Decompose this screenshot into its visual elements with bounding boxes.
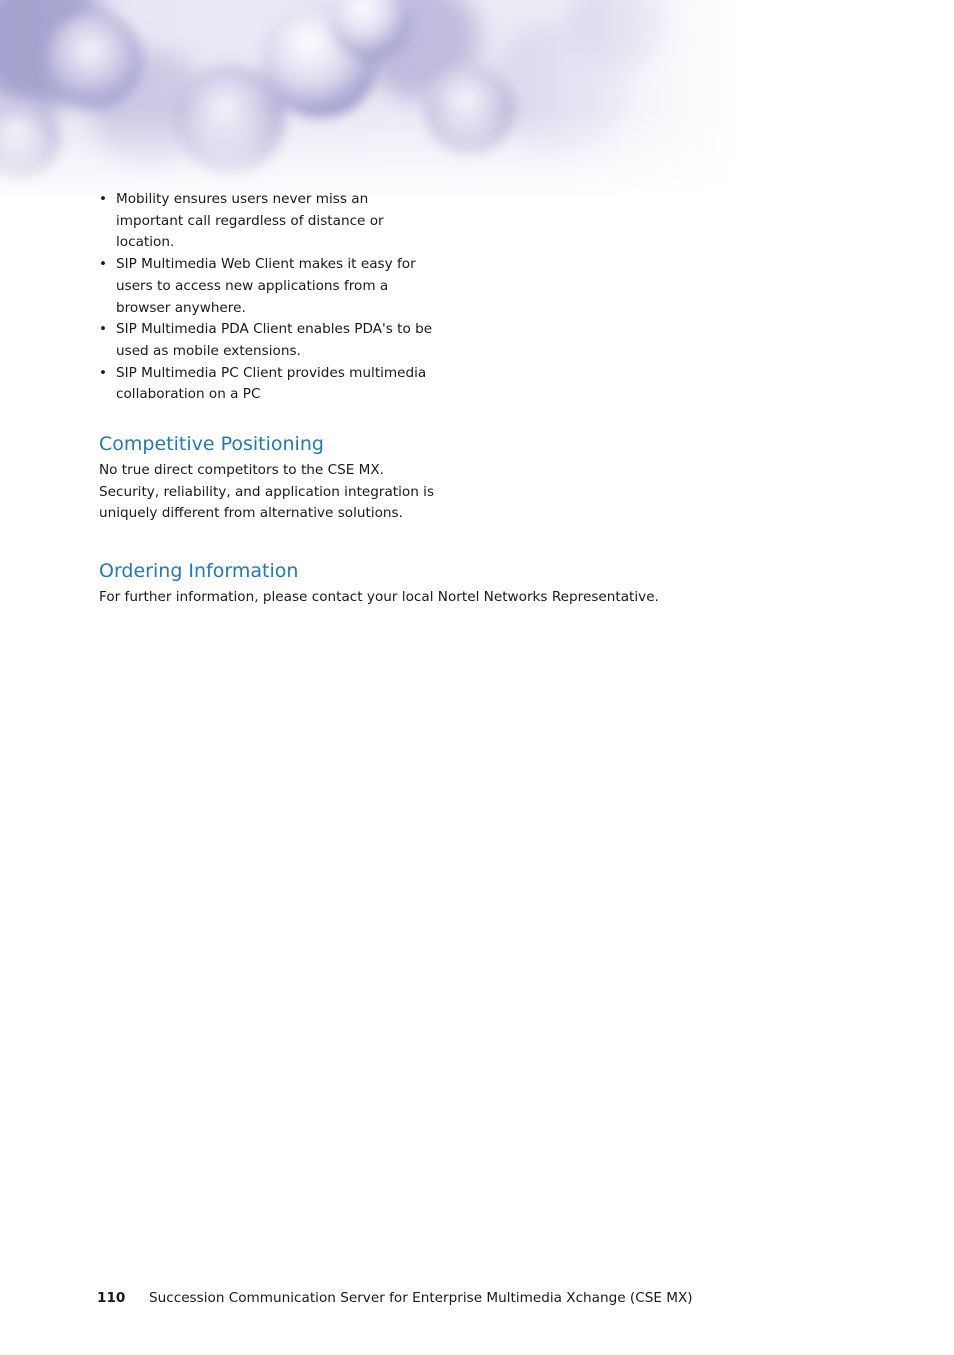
- header-spheres-graphic: [0, 0, 954, 200]
- bullet-text: SIP Multimedia PDA Client enables PDA's to be used as mobile extensions.: [116, 321, 433, 359]
- page-footer: [97, 1288, 693, 1308]
- header-image: [0, 0, 954, 200]
- list-item: [99, 254, 439, 319]
- list-item: [99, 363, 439, 406]
- bullet-text: SIP Multimedia Web Client makes it easy for users to access new applications from a browser anywhere.: [116, 256, 416, 316]
- bullet-icon: •: [99, 191, 108, 207]
- ordering-information-heading: Ordering Information: [99, 560, 299, 583]
- bullet-icon: •: [99, 364, 108, 381]
- ordering-information-text: For further information, please contact your local Nortel Networks Representative.: [99, 589, 659, 606]
- document-title: Succession Communication Server for Enterprise Multimedia Xchange (CSE MX): [149, 1290, 693, 1306]
- competitive-positioning-heading: Competitive Positioning: [99, 433, 324, 456]
- bullet-icon: •: [99, 321, 108, 338]
- bullet-text: Mobility ensures users never miss an important call regardless of distance or location.: [116, 191, 384, 251]
- feature-bullet-list: [99, 189, 439, 406]
- list-item: [99, 319, 439, 362]
- list-item: [99, 189, 439, 254]
- main-content: [99, 189, 859, 609]
- bullet-text: SIP Multimedia PC Client provides multimedia collaboration on a PC: [116, 364, 427, 403]
- bullet-icon: •: [99, 256, 108, 273]
- competitive-positioning-text: No true direct competitors to the CSE MX. Security, reliability, and application integration is uniquely different from alternative solutions.: [99, 462, 435, 522]
- page-number: 110: [97, 1290, 126, 1306]
